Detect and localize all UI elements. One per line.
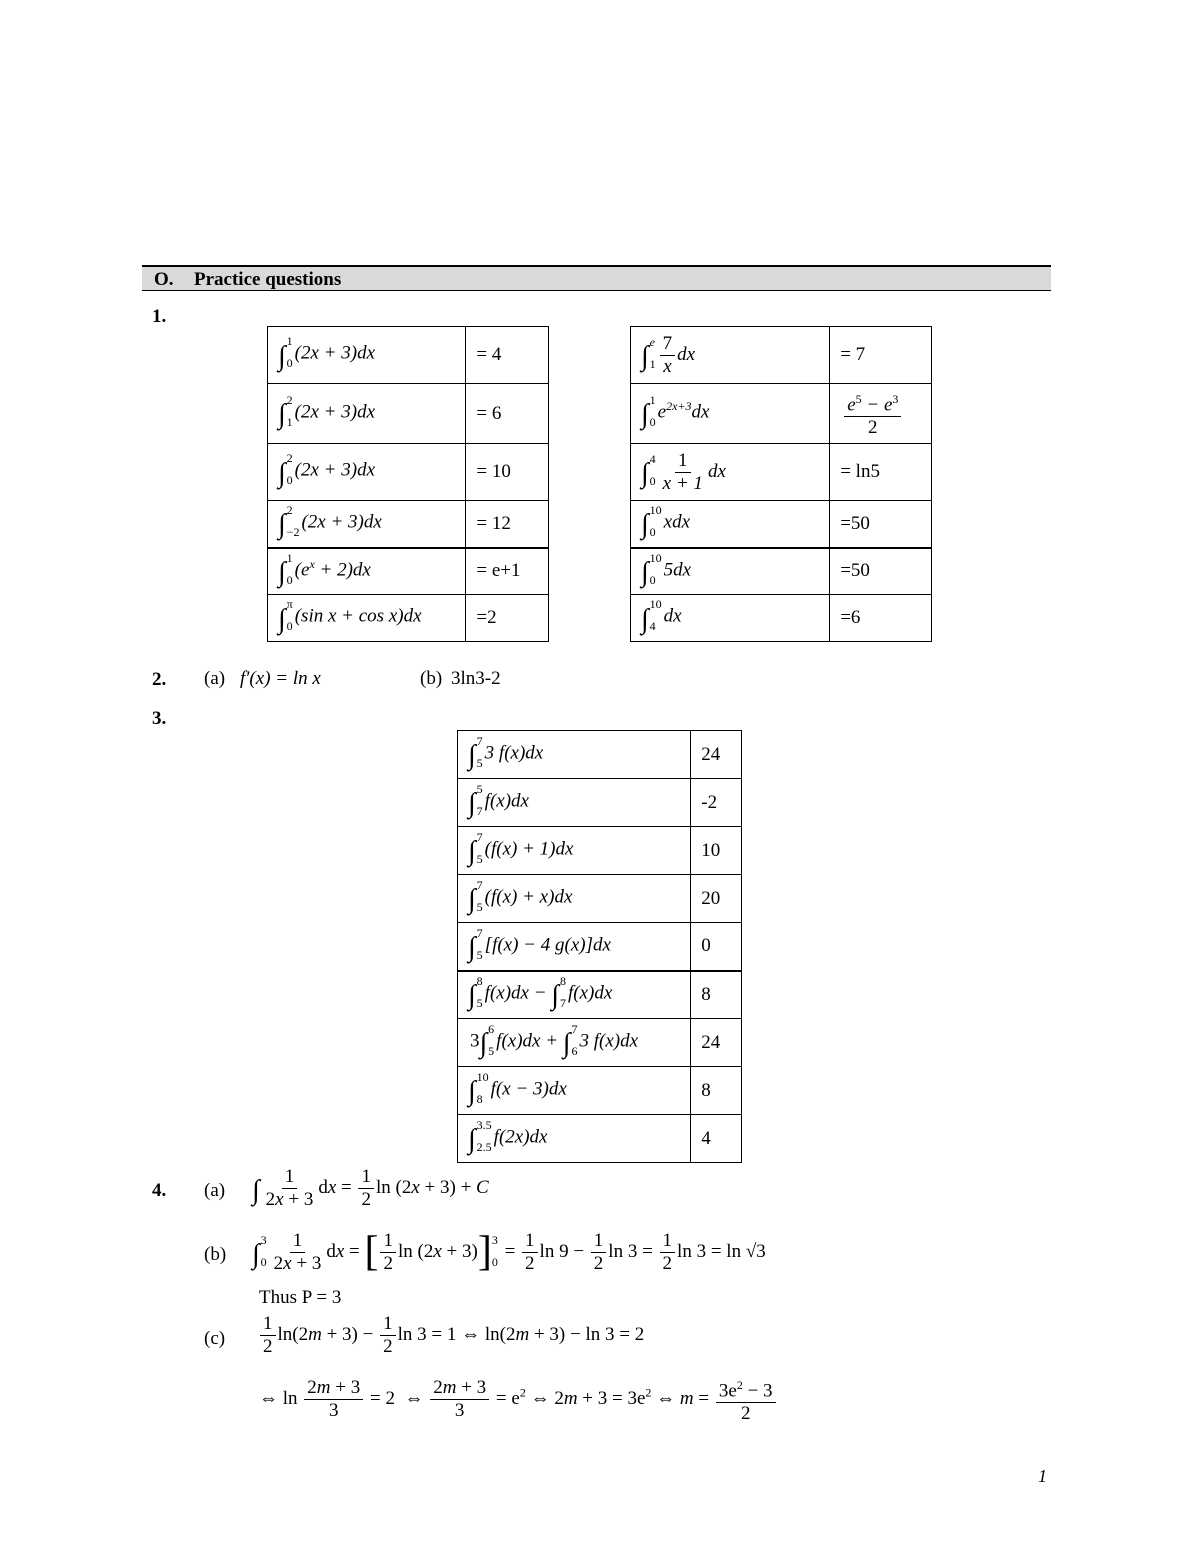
q4-a-equation: ∫ $\frac{1}{2x + 3}$ dx = $\frac{1}{2}$ ln (2x + 3) + C bbox=[252, 1166, 489, 1210]
table-row: ∫ π 0 (sin x + cos x)dx =2 bbox=[268, 595, 549, 642]
result-cell: = 4 bbox=[466, 327, 549, 384]
page-number: 1 bbox=[1038, 1466, 1047, 1486]
question-2-number: 2. bbox=[152, 669, 167, 690]
section-title: Practice questions bbox=[194, 269, 342, 290]
section-letter: O. bbox=[154, 269, 174, 290]
table-row bbox=[268, 327, 549, 384]
q2-a-label: (a) bbox=[204, 668, 226, 689]
q2-b-expr: 3ln3-2 bbox=[451, 668, 501, 689]
q4-c-equation-line1: $\frac{1}{2}$ ln(2m + 3) − $\frac{1}{2}$ ln 3 = 1 ⇔ ln(2m + 3) − ln 3 = 2 bbox=[258, 1313, 644, 1358]
q3-table bbox=[457, 730, 742, 1163]
q1-left-table bbox=[267, 326, 549, 642]
table-row: ∫ 7 5 [f(x) − 4 g(x)]dx 0 bbox=[458, 923, 742, 971]
integral-cell: ∫ 1 0 (2x + 3)dx bbox=[268, 327, 466, 384]
table-row: ∫ 2 0 (2x + 3)dx = 10 bbox=[268, 444, 549, 501]
table-row: ∫ 10 0 xdx =50 bbox=[631, 501, 932, 548]
table-row: ∫ 2 −2 (2x + 3)dx = 12 bbox=[268, 501, 549, 548]
table-row: ∫ 7 5 (f(x) + 1)dx 10 bbox=[458, 827, 742, 875]
table-row: ∫ 8 5 f(x)dx − ∫ 8 7 f(x)dx 8 bbox=[458, 971, 742, 1019]
table-row: ∫ 10 4 dx =6 bbox=[631, 595, 932, 642]
q4-b-label: (b) bbox=[204, 1244, 227, 1265]
q1-right-table bbox=[630, 326, 932, 642]
table-row: ∫ 3.5 2.5 f(2x)dx 4 bbox=[458, 1115, 742, 1163]
q4-c-equation-line2: ⇔ ln $\frac{2m + 3}{3}$ = 2 ⇔ $\frac{2m + 3}{3}$ = $e^2$ ⇔ $2m + 3 = 3e^2$ ⇔ m = $\frac{3e^2 - 3}{2}$ bbox=[259, 1374, 778, 1425]
table-row: ∫ 5 7 f(x)dx -2 bbox=[458, 779, 742, 827]
q2-b-label: (b) bbox=[420, 668, 443, 689]
question-1-number: 1. bbox=[152, 306, 167, 327]
table-row: ∫ e 1 $\frac{7}{x}$ dx = 7 bbox=[631, 327, 932, 384]
table-row: ∫ 7 5 (f(x) + x)dx 20 bbox=[458, 875, 742, 923]
q2-a-expr: f′(x) = ln x bbox=[240, 668, 321, 689]
question-3-number: 3. bbox=[152, 708, 167, 729]
table-row: ∫ 2 1 (2x + 3)dx = 6 bbox=[268, 384, 549, 444]
q4-c-label: (c) bbox=[204, 1328, 226, 1349]
table-row: ∫ 4 0 $\frac{1}{x + 1}$ dx = ln5 bbox=[631, 444, 932, 501]
question-4-number: 4. bbox=[152, 1180, 167, 1201]
table-row: ∫ 7 5 3 f(x)dx 24 bbox=[458, 731, 742, 779]
q4-a-label: (a) bbox=[204, 1180, 226, 1201]
q4-thus: Thus P = 3 bbox=[259, 1287, 342, 1308]
table-row: ∫ 10 8 f(x − 3)dx 8 bbox=[458, 1067, 742, 1115]
table-row: 3∫ 6 5 f(x)dx + ∫ 7 6 3 f(x)dx 24 bbox=[458, 1019, 742, 1067]
table-row: ∫ 1 0 $(e^x + 2)dx$ = e+1 bbox=[268, 548, 549, 595]
table-row: ∫ 10 0 5dx =50 bbox=[631, 548, 932, 595]
q4-b-equation: ∫ 3 0 $\frac{1}{2x + 3}$ dx = [ $\frac{1}{2}$ ln (2x + 3)] 3 0 = $\frac{1}{2}$ ln 9 − $\frac{1}{2}$ ln 3 = $\frac{1}{2}$ ln 3 = ln √3 bbox=[252, 1229, 766, 1275]
table-row: ∫ 1 0 $e^{2x+3}dx$ $\frac{e^5 - e^3}{2}$ bbox=[631, 384, 932, 444]
section-header bbox=[142, 265, 1051, 291]
